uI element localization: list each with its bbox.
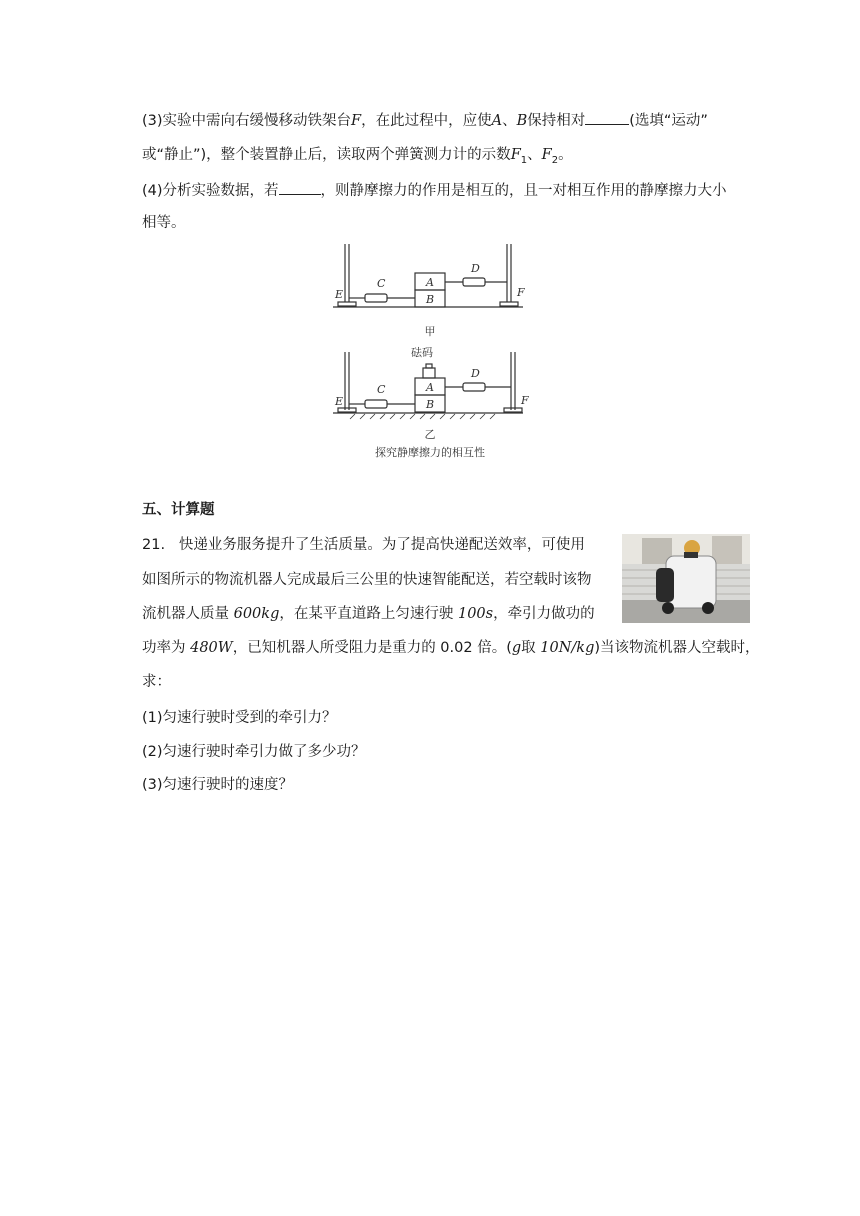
label-d-yi: D	[471, 367, 480, 380]
q4-line-2: 相等。	[142, 215, 186, 231]
answer-blank-q3[interactable]	[585, 110, 629, 125]
weight-block	[423, 368, 435, 378]
figure-label-yi: 乙	[424, 428, 436, 441]
q21-line-2: 如图所示的物流机器人完成最后三公里的快速智能配送，若空载时该物	[142, 572, 592, 588]
spring-scale-d-yi	[463, 383, 485, 391]
label-e-yi: E	[335, 395, 344, 408]
label-c-jia: C	[377, 277, 386, 290]
stand-e-base-yi	[338, 408, 356, 412]
figure-caption: 探究静摩擦力的相互性	[375, 446, 485, 459]
label-e-jia: E	[335, 288, 344, 301]
q21-line-5: 求：	[142, 674, 171, 690]
q21-line-4: 功率为 480W，已知机器人所受阻力是重力的 0.02 倍。(g取 10N/kg)当该物流机器人空载时，	[142, 640, 760, 656]
figure-label-weight: 砝码	[411, 346, 433, 359]
delivery-robot-photo	[622, 534, 750, 623]
stand-f-base-yi	[504, 408, 522, 412]
q21-line-3: 流机器人质量 600kg，在某平直道路上匀速行驶 100s，牵引力做功的	[142, 606, 595, 622]
label-b-yi: B	[426, 398, 435, 411]
stand-e-base-jia	[338, 302, 356, 306]
experiment-figure	[325, 238, 535, 463]
spring-scale-c-yi	[365, 400, 387, 408]
section-title: 五、计算题	[142, 502, 215, 518]
q3-line-2: 或“静止”)，整个装置静止后，读取两个弹簧测力计的示数$F_1$、$F_2$。	[142, 147, 573, 166]
label-c-yi: C	[377, 383, 386, 396]
answer-blank-q4[interactable]	[279, 180, 321, 195]
q3-line-1: (3)实验中需向右缓慢移动铁架台F，在此过程中，应使A、B保持相对 (选填“运动”	[142, 110, 708, 131]
sub-question-3: (3)匀速行驶时的速度？	[142, 777, 294, 793]
sub-question-1: (1)匀速行驶时受到的牵引力？	[142, 710, 337, 726]
q4-line-1: (4)分析实验数据，若 ，则静摩擦力的作用是相互的，且一对相互作用的静摩擦力大小	[142, 180, 727, 201]
sub-question-2: (2)匀速行驶时牵引力做了多少功？	[142, 744, 366, 760]
label-b-jia: B	[426, 293, 435, 306]
q21-line-1: 21. 快递业务服务提升了生活质量。为了提高快递配送效率，可使用	[142, 537, 585, 553]
label-f-yi: F	[521, 394, 529, 407]
label-a-yi: A	[426, 381, 434, 394]
label-d-jia: D	[471, 262, 480, 275]
question-number: 21.	[142, 537, 166, 553]
label-f-jia: F	[517, 286, 525, 299]
stand-f-base-jia	[500, 302, 518, 306]
label-a-jia: A	[426, 276, 434, 289]
spring-scale-d-jia	[463, 278, 485, 286]
spring-scale-c-jia	[365, 294, 387, 302]
figure-label-jia: 甲	[424, 325, 436, 338]
